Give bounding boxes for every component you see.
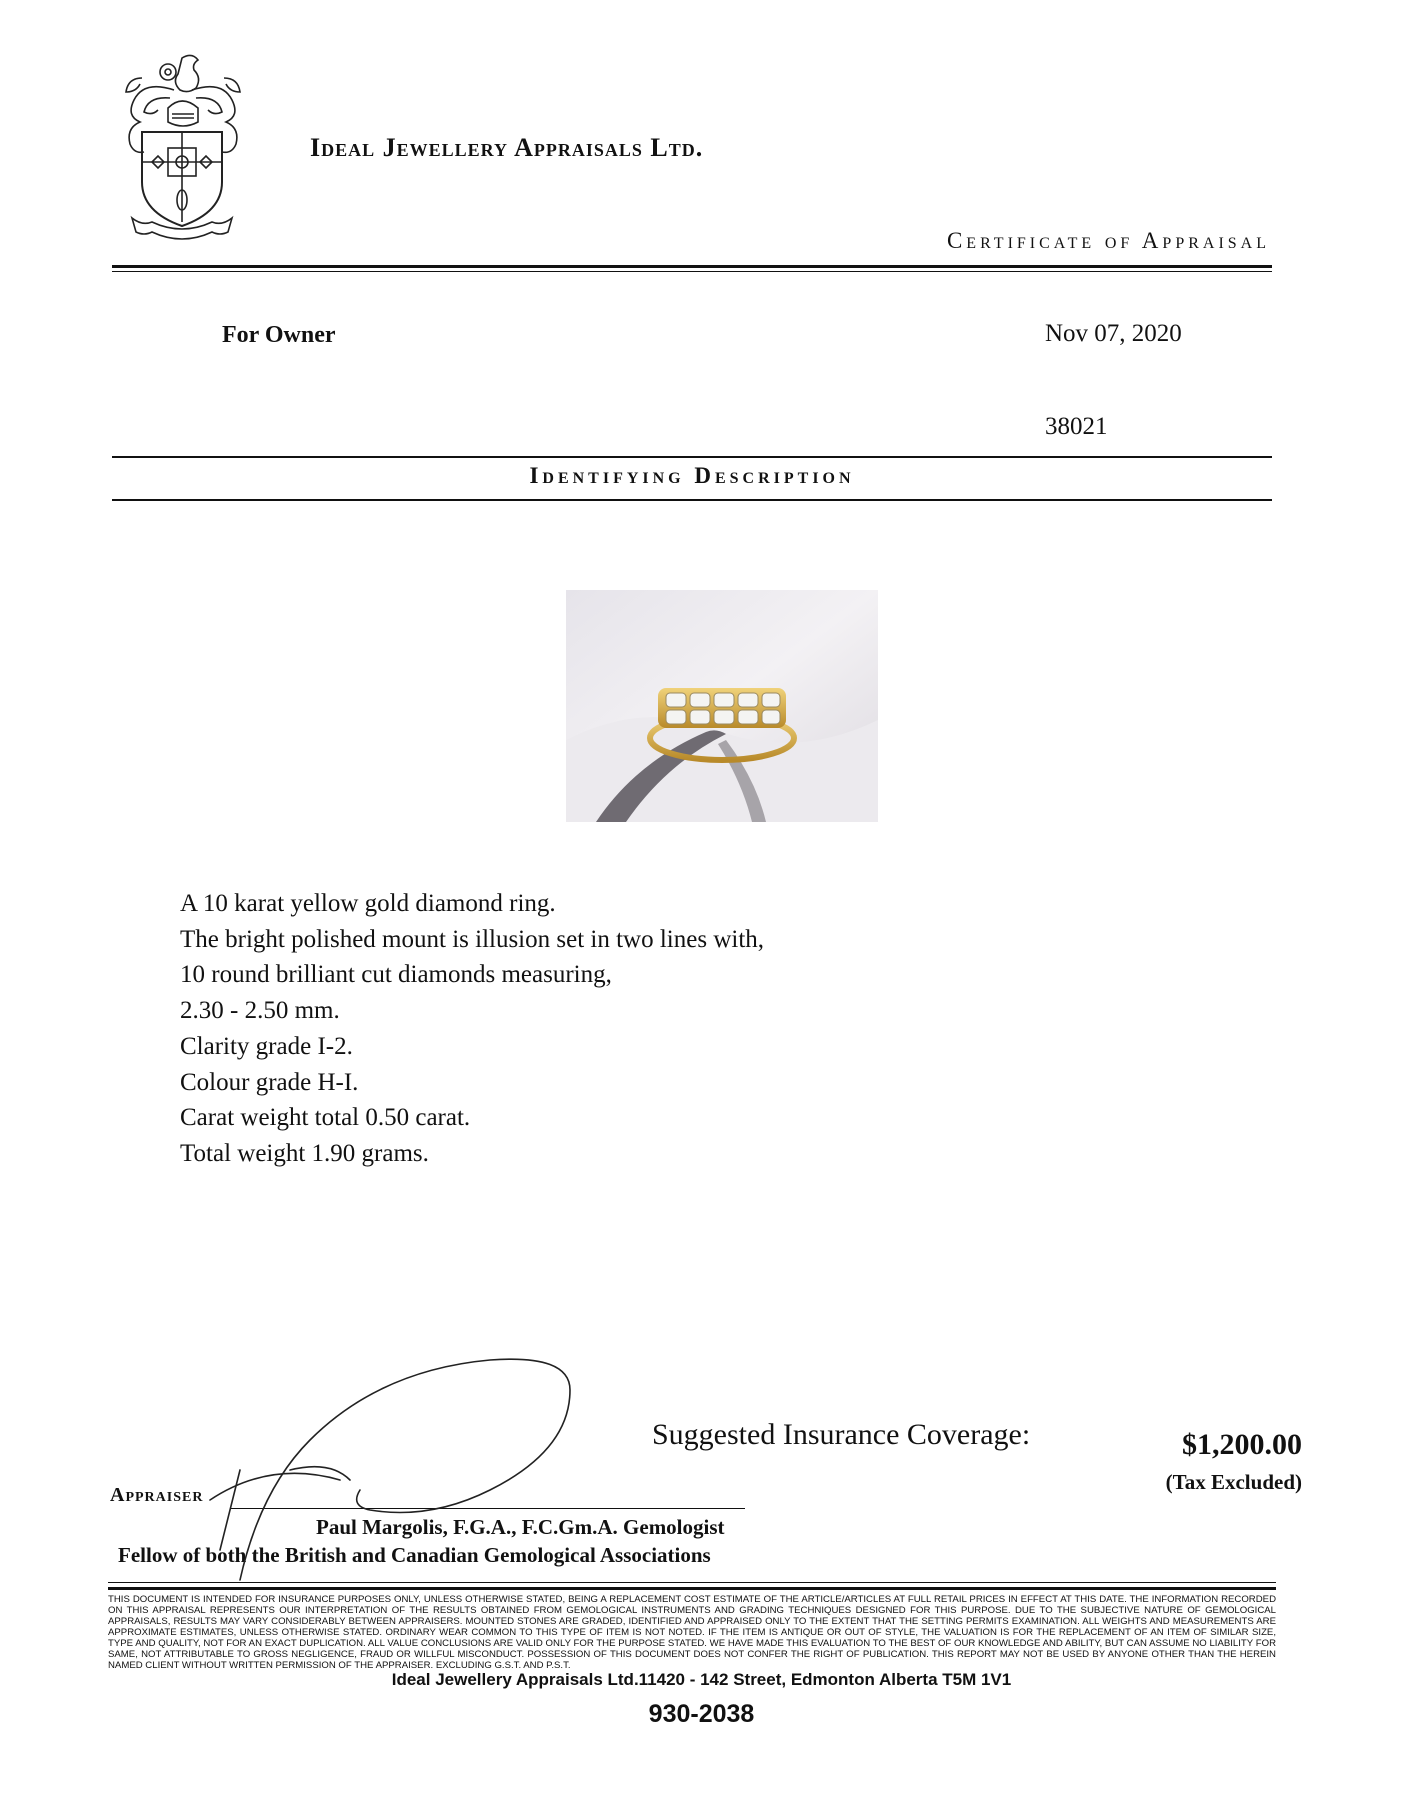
- description-line: Clarity grade I-2.: [180, 1032, 353, 1060]
- coverage-note: (Tax Excluded): [1165, 1470, 1302, 1494]
- footer-phone: 930-2038: [648, 1700, 755, 1728]
- disclaimer-text: THIS DOCUMENT IS INTENDED FOR INSURANCE PURPOSES ONLY, UNLESS OTHERWISE STATED, BEING A REPLACEMENT COST ESTIMATE OF THE ARTICLE/ARTICLES AT FULL RETAIL PRICES IN EFFECT AT THIS DATE. THE INFORMATION RECORDED ON THIS APPRAISAL REPRESENTS OUR INTERPRETATION OF THE RESULTS OBTAINED FROM GEMOLOGICAL INSTRUMENTS AND GRADING TECHNIQUES DESIGNED FOR THIS PURPOSE. DUE TO THE SUBJECTIVE NATURE OF GEMOLOGICAL APPRAISALS, RESULTS MAY VARY CONSIDERABLY BETWEEN APPRAISERS. MOUNTED STONES ARE GRADED, IDENTIFIED AND APPRAISED ONLY TO THE EXTENT THAT THE SETTING PERMITS EXAMINATION. ALL WEIGHTS AND MEASUREMENTS ARE APPROXIMATE ESTIMATES, UNLESS OTHERWISE STATED. ORDINARY WEAR COMMON TO THIS TYPE OF ITEM IS NOT NOTED. IF THE ITEM IS ANTIQUE OR OUT OF STYLE, THE VALUATION IS FOR THE REPLACEMENT OF AN ITEM OF SIMILAR SIZE, TYPE AND QUALITY, NOT FOR AN EXACT DUPLICATION. ALL VALUE CONCLUSIONS ARE VALID ONLY FOR THE PURPOSE STATED. WE HAVE MADE THIS EVALUATION TO THE BEST OF OUR KNOWLEDGE AND ABILITY, BUT CAN ASSUME NO LIABILITY FOR SAME, NOT ATTRIBUTABLE TO GROSS NEGLIGENCE, FRAUD OR WILLFUL MISCONDUCT. POSSESSION OF THIS DOCUMENT DOES NOT CONFER THE RIGHT OF PUBLICATION. THIS REPORT MAY NOT BE USED BY ANYONE OTHER THAN THE HEREIN NAMED CLIENT WITHOUT WRITTEN PERMISSION OF THE APPRAISER. EXCLUDING G.S.T. AND P.S.T.: [108, 1594, 1276, 1671]
- section-rule-top: [112, 456, 1272, 458]
- appraisal-number: 38021: [1045, 413, 1108, 440]
- coverage-label: Suggested Insurance Coverage:: [652, 1418, 1031, 1451]
- description-line: Total weight 1.90 grams.: [180, 1139, 429, 1167]
- appraiser-label: Appraiser: [110, 1484, 204, 1506]
- header-rule-thin: [112, 271, 1272, 272]
- section-rule-bottom: [112, 499, 1272, 501]
- item-description: [180, 886, 764, 1172]
- signature: [200, 1330, 600, 1590]
- description-line: Colour grade H-I.: [180, 1068, 359, 1096]
- appraiser-credentials: Fellow of both the British and Canadian Gemological Associations: [118, 1543, 711, 1567]
- company-name: Ideal Jewellery Appraisals Ltd.: [310, 133, 704, 162]
- description-line: 2.30 - 2.50 mm.: [180, 997, 340, 1025]
- coverage-amount: $1,200.00: [1182, 1428, 1302, 1461]
- ring-photo: [566, 590, 878, 822]
- coat-of-arms-logo: [112, 50, 252, 250]
- footer-address: Ideal Jewellery Appraisals Ltd.11420 - 142 Street, Edmonton Alberta T5M 1V1: [391, 1670, 1012, 1689]
- certificate-title: Certificate of Appraisal: [946, 228, 1270, 253]
- section-title: Identifying Description: [529, 463, 855, 488]
- footer-rule-thick: [108, 1587, 1276, 1590]
- footer-rule: [108, 1582, 1276, 1583]
- description-line: A 10 karat yellow gold diamond ring.: [180, 890, 556, 917]
- owner-label: For Owner: [222, 322, 336, 348]
- description-line: Carat weight total 0.50 carat.: [180, 1104, 471, 1132]
- header-rule: [112, 265, 1272, 268]
- description-line: 10 round brilliant cut diamonds measuring,: [180, 961, 612, 989]
- appraiser-name: Paul Margolis, F.G.A., F.C.Gm.A. Gemologist: [316, 1515, 725, 1539]
- appraisal-date: Nov 07, 2020: [1045, 320, 1182, 347]
- description-line: The bright polished mount is illusion set in two lines with,: [180, 925, 765, 953]
